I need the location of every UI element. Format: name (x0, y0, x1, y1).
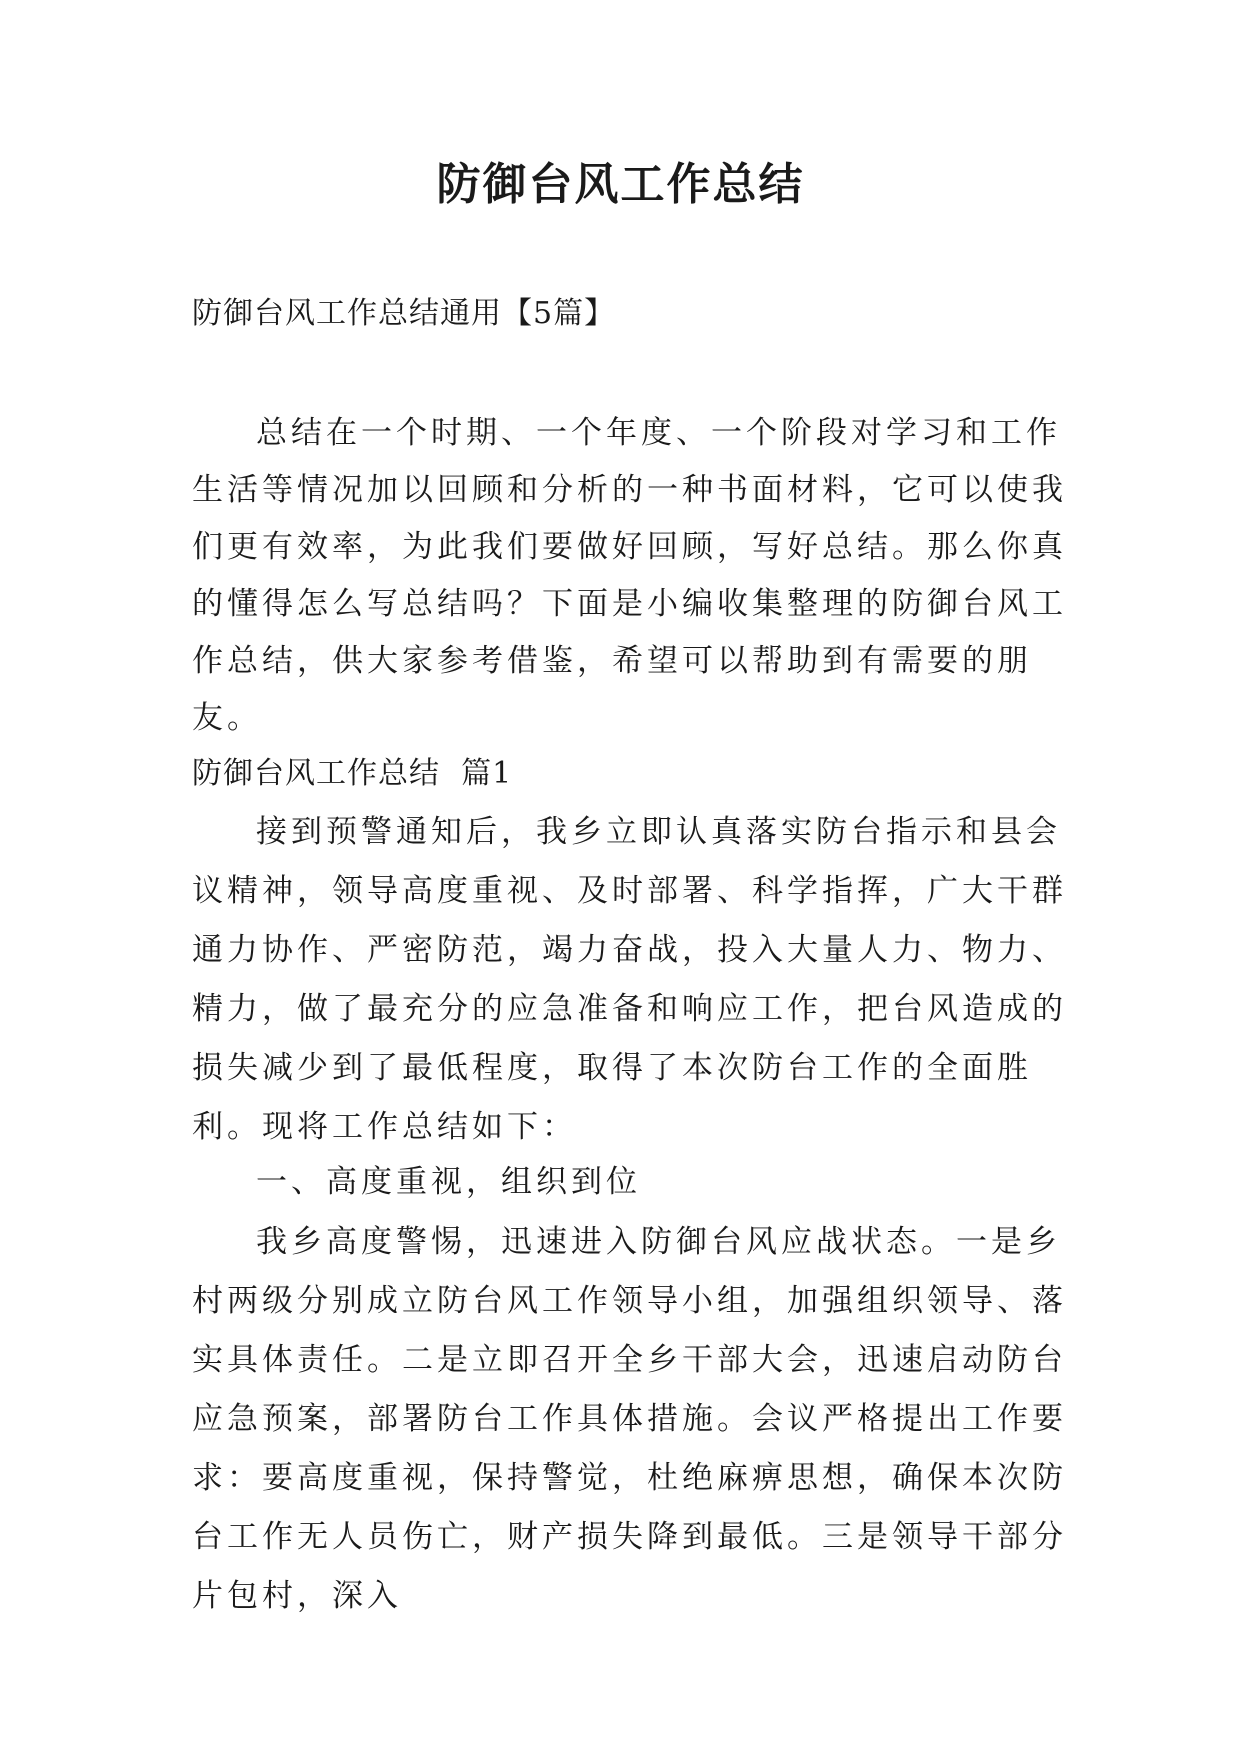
body-paragraph: 我乡高度警惕，迅速进入防御台风应战状态。一是乡村两级分别成立防台风工作领导小组，加强组织领导、落实具体责任。二是立即召开全乡干部大会，迅速启动防台应急预案，部署防台工作具体措施。会议严格提出工作要求：要高度重视，保持警觉，杜绝麻痹思想，确保本次防台工作无人员伤亡，财产损失降到最低。三是领导干部分片包村，深入 (192, 1224, 1067, 1614)
intro-paragraph: 总结在一个时期、一个年度、一个阶段对学习和工作生活等情况加以回顾和分析的一种书面材料，它可以使我们更有效率，为此我们要做好回顾，写好总结。那么你真的懂得怎么写总结吗？下面是小编收集整理的防御台风工作总结，供大家参考借鉴，希望可以帮助到有需要的朋友。 (192, 415, 1067, 736)
section-heading: 一、高度重视，组织到位 (256, 1164, 641, 1200)
body-paragraph: 接到预警通知后，我乡立即认真落实防台指示和县会议精神，领导高度重视、及时部署、科学指挥，广大干群通力协作、严密防范，竭力奋战，投入大量人力、物力、精力，做了最充分的应急准备和响应工作，把台风造成的损失减少到了最低程度，取得了本次防台工作的全面胜利。现将工作总结如下： (192, 814, 1067, 1145)
section-label: 防御台风工作总结 篇1 (192, 756, 513, 791)
page-title: 防御台风工作总结 (436, 159, 805, 210)
document-subtitle: 防御台风工作总结通用【5篇】 (192, 296, 616, 331)
